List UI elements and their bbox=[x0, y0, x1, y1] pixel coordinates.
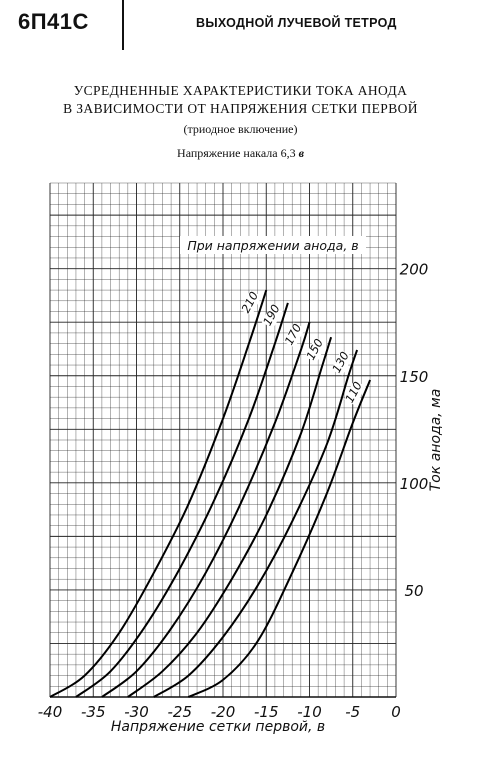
y-tick-label: 150 bbox=[399, 367, 429, 386]
series-label-150: 150 bbox=[303, 336, 326, 363]
x-tick-label: -5 bbox=[345, 703, 361, 721]
x-tick-label: -25 bbox=[167, 703, 192, 721]
legend-title: При напряжении анода, в bbox=[187, 238, 359, 253]
y-axis-label: Ток анода, ма bbox=[428, 388, 444, 492]
series-label-170: 170 bbox=[281, 321, 305, 348]
heater-unit: в bbox=[298, 146, 304, 160]
y-tick-labels bbox=[400, 261, 429, 600]
x-tick-label: -15 bbox=[254, 703, 279, 721]
chart-curves bbox=[50, 289, 370, 697]
tube-code: 6П41С bbox=[18, 9, 89, 34]
series-label-130: 130 bbox=[329, 349, 352, 376]
x-tick-label: -40 bbox=[37, 703, 63, 721]
x-axis-label: Напряжение сетки первой, в bbox=[110, 719, 326, 735]
series-label-190: 190 bbox=[260, 302, 283, 329]
tube-name: ВЫХОДНОЙ ЛУЧЕВОЙ ТЕТРОД bbox=[196, 16, 397, 30]
series-curve-190 bbox=[76, 303, 288, 697]
x-tick-label: -30 bbox=[124, 703, 149, 721]
y-tick-label: 100 bbox=[399, 474, 429, 493]
title-line-1: УСРЕДНЕННЫЕ ХАРАКТЕРИСТИКИ ТОКА АНОДА bbox=[73, 83, 408, 98]
y-tick-label: 50 bbox=[404, 581, 424, 600]
x-tick-label: 0 bbox=[391, 703, 401, 721]
chart-grid bbox=[50, 183, 396, 697]
x-tick-label: -20 bbox=[210, 703, 236, 721]
series-curve-110 bbox=[188, 380, 370, 697]
series-label-110: 110 bbox=[342, 379, 365, 406]
x-tick-label: -35 bbox=[81, 703, 106, 721]
title-line-2: В ЗАВИСИМОСТИ ОТ НАПРЯЖЕНИЯ СЕТКИ ПЕРВОЙ bbox=[63, 101, 418, 116]
title-line-3: (триодное включение) bbox=[183, 122, 298, 136]
y-tick-label: 200 bbox=[399, 260, 429, 279]
series-label-210: 210 bbox=[238, 289, 262, 316]
x-tick-label: -10 bbox=[297, 703, 322, 721]
heater-label: Напряжение накала 6,3 bbox=[177, 146, 296, 160]
